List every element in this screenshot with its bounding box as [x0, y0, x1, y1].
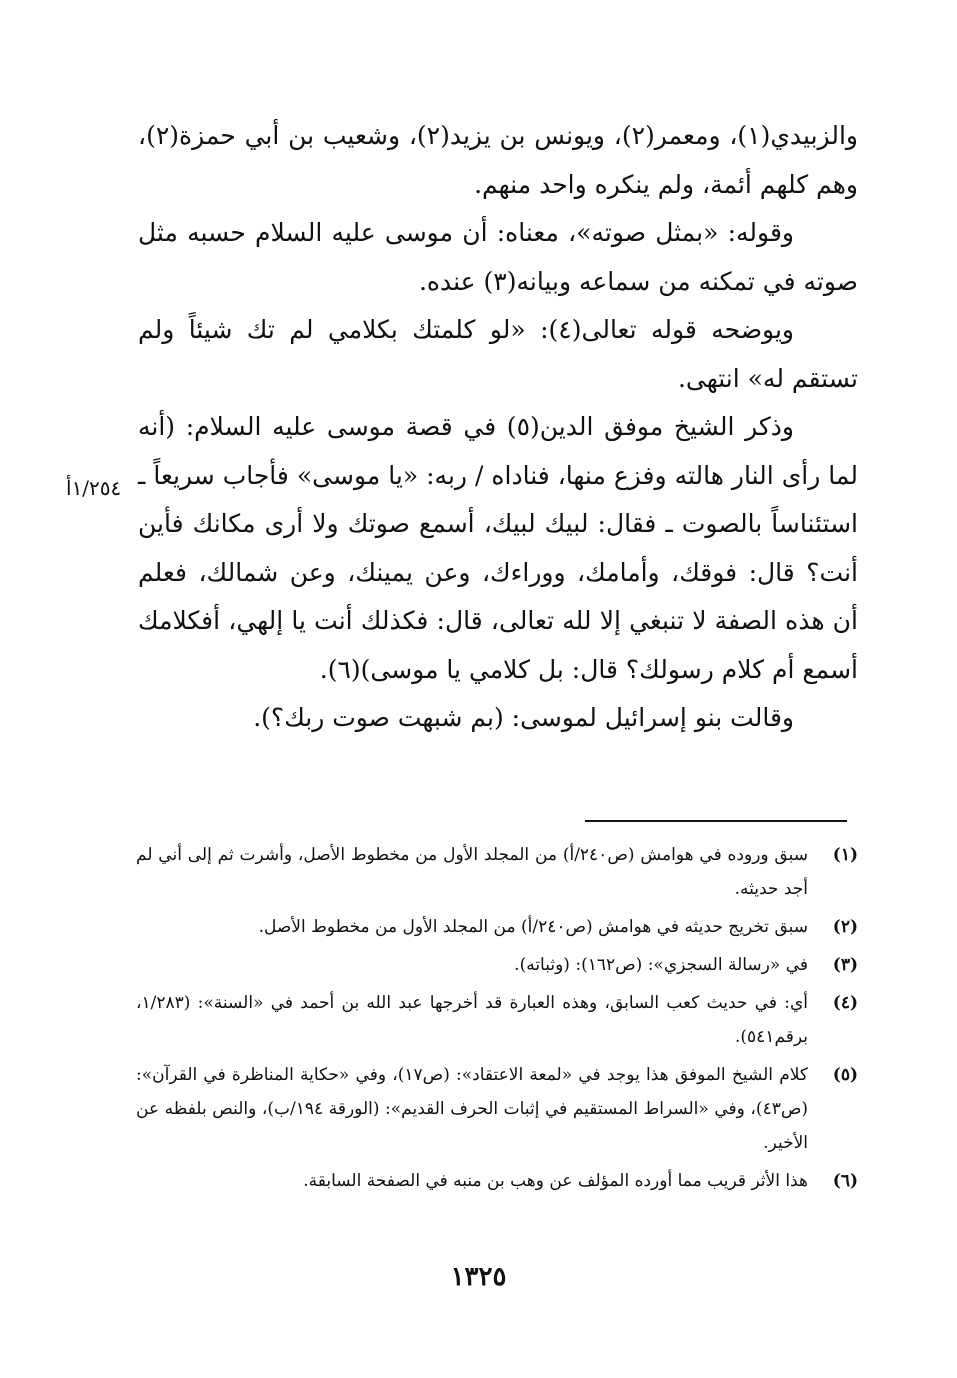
footnote-divider: [585, 820, 847, 822]
footnote-number: (٢): [832, 917, 858, 937]
footnote-number: (٣): [832, 955, 858, 975]
footnote-number: (١): [832, 845, 858, 865]
footnotes: [136, 838, 858, 1202]
footnote-number: (٦): [832, 1171, 858, 1191]
footnote-4: [136, 986, 858, 1054]
paragraph-4: وذكر الشيخ موفق الدين(٥) في قصة موسى عليه السلام: (أنه لما رأى النار هالته وفزع منها، فناداه / ربه: «يا موسى» فأجاب سريعاً ـ استئناساً بالصوت ـ فقال: لبيك لبيك، أسمع صوتك ولا أرى مكانك فأين أنت؟ قال: فوقك، وأمامك، ووراءك، وعن يمينك، وعن شمالك، فعلم أن هذه الصفة لا تنبغي إلا لله تعالى، قال: فكذلك أنت يا إلهي، أفكلامك أسمع أم كلام رسولك؟ قال: بل كلامي يا موسى)(٦).: [138, 412, 858, 684]
footnote-text: كلام الشيخ الموفق هذا يوجد في «لمعة الاعتقاد»: (ص١٧)، وفي «حكاية المناظرة في القرآن»: (ص٤٣)، وفي «السراط المستقيم في إثبات الحرف القديم»: (الورقة ١٩٤/ب)، والنص بلفظه عن الأخير.: [136, 1065, 809, 1153]
manuscript-folio-reference: ١/٢٥٤أ: [66, 476, 122, 500]
paragraph-1: والزبيدي(١)، ومعمر(٢)، ويونس بن يزيد(٢)، وشعيب بن أبي حمزة(٢)، وهم كلهم أئمة، ولم ينكره واحد منهم.: [138, 121, 858, 199]
footnote-text: سبق وروده في هوامش (ص٢٤٠/أ) من المجلد الأول من مخطوط الأصل، وأشرت ثم إلى أني لم أجد حديثه.: [136, 845, 808, 899]
footnote-2: [136, 910, 858, 944]
page-number: ١٣٢٥: [450, 1262, 507, 1292]
footnote-text: أي: في حديث كعب السابق، وهذه العبارة قد أخرجها عبد الله بن أحمد في «السنة»: (١/٢٨٣، برقم٥٤١).: [136, 993, 808, 1047]
footnote-text: سبق تخريج حديثه في هوامش (ص٢٤٠/أ) من المجلد الأول من مخطوط الأصل.: [258, 917, 808, 937]
footnote-5: [136, 1058, 858, 1160]
main-text: [138, 112, 858, 743]
footnote-number: (٥): [832, 1065, 858, 1085]
footnote-number: (٤): [832, 993, 858, 1013]
footnote-text: في «رسالة السجزي»: (ص١٦٢): (وثباته).: [514, 955, 808, 975]
footnote-1: [136, 838, 858, 906]
paragraph-2: وقوله: «بمثل صوته»، معناه: أن موسى عليه السلام حسبه مثل صوته في تمكنه من سماعه وبيانه(٣) عنده.: [138, 218, 858, 296]
paragraph-5: وقالت بنو إسرائيل لموسى: (بم شبهت صوت ربك؟).: [253, 703, 794, 732]
footnote-6: [136, 1164, 858, 1198]
paragraph-3: ويوضحه قوله تعالى(٤): «لو كلمتك بكلامي لم تك شيئاً ولم تستقم له» انتهى.: [138, 315, 858, 393]
footnote-text: هذا الأثر قريب مما أورده المؤلف عن وهب بن منبه في الصفحة السابقة.: [303, 1171, 808, 1191]
footnote-3: [136, 948, 858, 982]
